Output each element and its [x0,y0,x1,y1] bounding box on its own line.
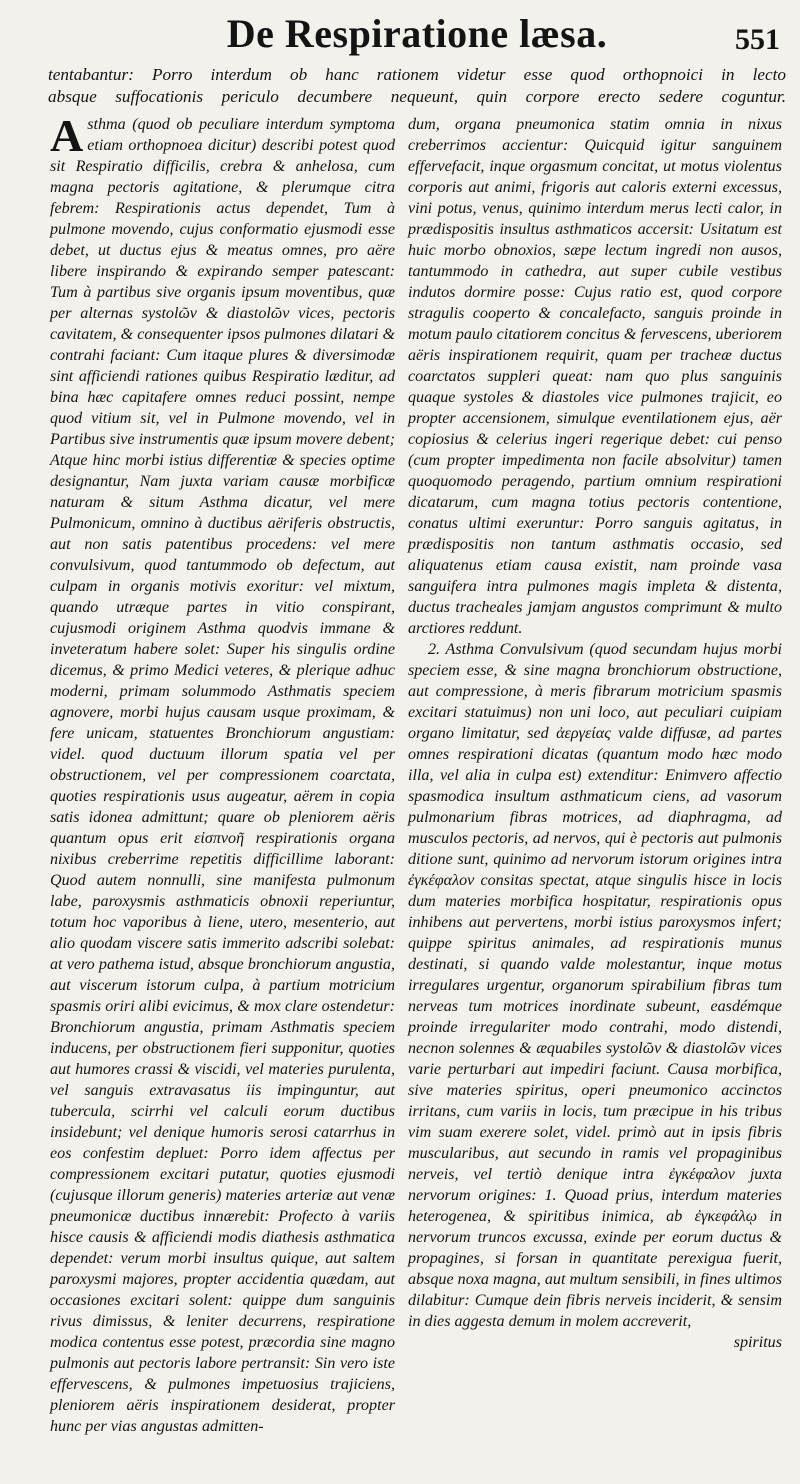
running-title: De Respiratione læsa. [226,11,608,56]
continuation-text [48,64,786,108]
page-number: 551 [735,23,780,56]
right-paragraph-1: dum, organa pneumonica statim omnia in nixus creberrimos accientur: Quicquid igitur sanguinem effervefacit, inque orgasmum concitat, ut motus violentus corporis aut animi, frigoris aut caloris externi excessus, vini potus, venus, quinimo interdum merus lecti calor, in prædispositis insultus asthmaticos accersit: Usitatum est huic morbo obnoxios, sæpe lectum ingredi non ausos, tantummodo in cathedra, aut super cubile vestibus indutos dormire posse: Cujus ratio est, quod corpore stragulis cooperto & concalefacto, sanguis proinde in motum paulo citatiorem concitus & fervescens, uberiorem aëris inspirationem requirit, quam per tracheæ ductus coarctatos suppleri queat: nam quo plus sanguinis quaque systoles & diastoles vice pulmones trajicit, eo propter accensionem, simulque eventilationem ejus, aër copiosius & celerius ingeri regerique debet: cui penso (cum propter impedimenta non facile absolvitur) tamen quoquomodo peragendo, partium omnium respirationi dicatarum, cum magna totius pectoris contentione, conatus ultimi exeruntur: Porro sanguis agitatus, in prædispositis non tantum asthmatis occasio, sed aliquatenus etiam causa existit, nam proinde vasa sanguifera intra pulmones magis impleta & distenta, ductus tracheales jamjam angustos comprimunt & multo arctiores reddunt. [408,116,782,637]
continuation-line-1: tentabantur: Porro interdum ob hanc rationem videtur esse quod orthopnoici in lecto [48,65,786,84]
catchword: spiritus [733,1334,782,1351]
right-paragraph-2: 2. Asthma Convulsivum (quod secundam hujus morbi speciem esse, & sine magna bronchiorum obstructione, aut compressione, à meris fibrarum motricium spasmis excitari statuimus) non uni loco, aut peculiari cuipiam organo limitatur, sed ἀεργείας valde diffusæ, ad partes omnes respirationi dicatas (quantum modo hæc modo illa, vel alia in culpa est) extenditur: Enimvero affectio spasmodica insultum asthmaticum ciens, ad vasorum pulmonarium fibras motrices, ad diaphragma, ad musculos pectoris, ad nervos, qui è pectoris aut pulmonis ditione sunt, quinimo ad nervorum istorum origines intra ἐγκέφαλον consitas spectat, atque singulis hisce in locis dum materies morbifica hospitatur, respirationis opus inhibens aut pervertens, morbi istius paroxysmos infert; quippe spiritus animales, ad respirationis munus destinati, si quando valde molestantur, inque motus irregulares urgentur, organorum spirabilium fibras tum nerveas tum motrices inordinate subeunt, easdémque proinde irregulariter modo contrahi, modo distendi, necnon solennes & æquabiles systolῶν & diastolῶν vices varie perturbari aut impediri faciunt. Causa morbifica, sive materies spiritus, operi pneumonico accinctos irritans, cum variis in locis, tum præcipue in his tribus vim suam exerere solet, videl. primò aut in ipsis fibris muscularibus, aut secundo in ramis vel propaginibus nerveis, vel tertiò denique intra ἐγκέφαλον juxta nervorum origines: 1. Quoad prius, interdum materies heterogenea, & spiritibus inimica, ab ἐγκεφάλῳ in nervorum truncos excussa, exinde per eorum ductus & propagines, si forsan in quantitate perexigua fuerit, absque noxa magna, aut multum sensibili, in fines ultimos dilabitur: Cumque dein fibris nerveis inciderit, & sensim in dies aggesta demum in molem accreverit, [408,641,782,1330]
left-column [50,110,395,1437]
left-paragraph-1-text: sthma (quod ob peculiare interdum symptoma etiam orthopnoea dicitur) describi potest quod sit Respiratio difficilis, crebra & anhelosa, cum magna pectoris agitatione, & plerumque citra febrem: Respirationis actus dependet, Tum à pulmone movendo, cujus conformatio ejusmodi esse debet, ut ductus ejus & meatus omnes, pro aëre libere inspirando & expirando semper patescant: Tum à partibus sive organis ipsum moventibus, quæ per alternas systolῶν & diastolῶν vices, pectoris cavitatem, & consequenter ipsos pulmones dilatari & contrahi faciant: Cum itaque plures & diversimodæ sint afficiendi rationes quibus Respiratio læditur, ad bina hæc capitafere omnes reduci possint, nempe quod vitium sit, vel in Pulmone movendo, vel in Partibus sive instrumentis quæ ipsum movere debent; Atque hinc morbi istius differentiæ & species optime designantur, Nam juxta variam causæ morbificæ naturam & situm Asthma dicatur, vel mere Pulmonicum, omnino à ductibus aëriferis obstructis, aut non satis patentibus procedens: vel mere convulsivum, quod tantummodo ob defectum, aut culpam in organis motivis exoritur: vel mixtum, quando utræque partes in vitio conspirant, cujusmodi originem Asthma quodvis immane & inveteratum habere solet: Super his singulis ordine dicemus, & primo Medici veteres, & plerique adhuc moderni, primam solummodo Asthmatis speciem agnovere, morbi hujus causam usque proximam, & fere unicam, statuentes Bronchiorum angustiam: videl. quod ductuum illorum spatia vel per obstructionem, vel per compressionem coarctata, quoties respirationis usus augeatur, aërem in copia satis idonea admittunt; quare ob pleniorem aëris quantum opus erit εἰσπνοῆ respirationis organa nixibus creberrime repetitis difficillime laborant: Quod autem nonnulli, sine manifesta pulmonum labe, paroxysmis asthmaticis obnoxii reperiuntur, totum hoc vaporibus à liene, utero, mesenterio, aut alio quodam viscere satis immerito adscribi solebat: at vero pathema istud, absque bronchiorum angustia, aut viscerum istorum culpa, à partium motricium spasmis oriri alibi evicimus, & mox clare ostendetur: Bronchiorum angustia, primam Asthmatis speciem inducens, per obstructionem fieri supponitur, quoties aut humores crassi & viscidi, vel materies purulenta, vel sanguis extravasatus iis impinguntur, aut tubercula, scirrhi vel calculi eorum ductibus insidebunt; vel denique humoris serosi catarrhus in eos confestim depluet: Porro idem affectus per compressionem excitari putatur, quoties ejusmodi (cujusque illorum generis) materies arteriæ aut venæ pneumonicæ ductibus innærebit: Profecto à variis hisce causis & afficiendi modis diathesis asthmatica dependet: verum morbi insultus quique, aut saltem paroxysmi majores, propter accidentia quædam, aut occasiones excitari solent: quippe dum sanguinis rivus dimissus, & leniter decurrens, respiratione modica contentus esse potest, præcordia sine magno pulmonis aut pectoris labore pertransit: Sin vero iste effervescens, & pulmones impetuosius trajiciens, pleniorem aëris inspirationem desiderat, propter hunc per vias angustas admitten- [50,116,395,1435]
left-paragraph-1 [50,110,395,1437]
running-head [48,8,786,60]
drop-cap: A [50,110,84,161]
right-column [408,114,782,1353]
continuation-line-2: absque suffocationis periculo decumbere nequeunt, quin corpore erecto sedere coguntur. [48,87,786,106]
